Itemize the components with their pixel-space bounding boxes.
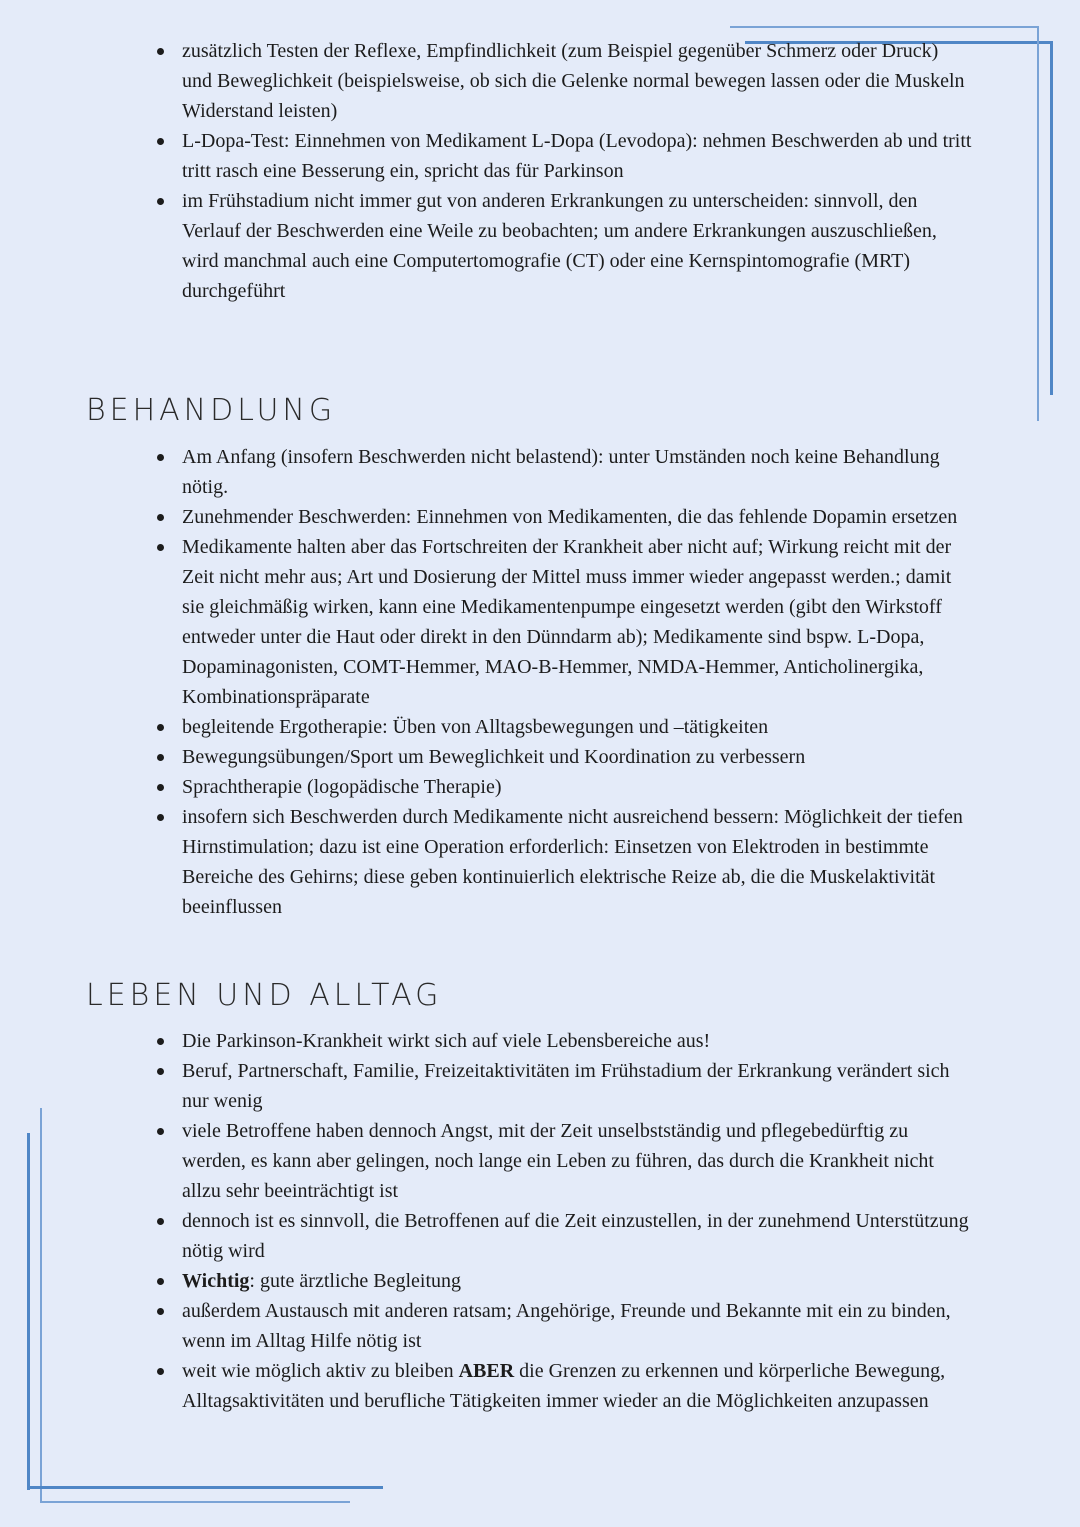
aktiv-text-before: weit wie möglich aktiv zu bleiben (182, 1360, 459, 1382)
section-heading-behandlung: BEHANDLUNG (86, 393, 337, 428)
frame-line-bottom-thin (40, 1501, 350, 1503)
frame-line-bottom-thick (27, 1486, 383, 1489)
list-item: Medikamente halten aber das Fortschreiten der Krankheit aber nicht auf; Wirkung reicht mit der Zeit nicht mehr aus; Art und Dosierung der Mittel muss immer wieder angepasst werden.; damit sie gleichmäßig wirken, kann eine Medikamentenpumpe eingesetzt werden (gibt den Wirkstoff entweder unter die Haut oder direkt in den Dünndarm ab); Medikamente sind bspw. L-Dopa, Dopaminagonisten, COMT-Hemmer, MAO-B-Hemmer, NMDA-Hemmer, Anticholinergika, Kombinationspräparate (182, 532, 972, 712)
aktiv-text-after: die Grenzen zu erkennen und körperliche Bewegung, Alltagsaktivitäten und berufliche Tätigkeiten immer wieder an die Möglichkeiten anzupassen (182, 1360, 946, 1412)
aber-label: ABER (458, 1360, 515, 1382)
list-item: Am Anfang (insofern Beschwerden nicht belastend): unter Umständen noch keine Behandlung nötig. (182, 442, 972, 502)
list-item-wichtig (182, 1266, 972, 1296)
wichtig-label: Wichtig (182, 1270, 250, 1292)
list-item: Sprachtherapie (logopädische Therapie) (182, 772, 972, 802)
list-item: Bewegungsübungen/Sport um Beweglichkeit und Koordination zu verbessern (182, 742, 972, 772)
diagnosis-list (182, 36, 972, 306)
frame-line-left-thin (40, 1108, 42, 1503)
list-item: im Frühstadium nicht immer gut von anderen Erkrankungen zu unterscheiden: sinnvoll, den Verlauf der Beschwerden eine Weile zu beobachten; um andere Erkrankungen auszuschließen, wird manchmal auch eine Computertomografie (CT) oder eine Kernspintomografie (MRT) durchgeführt (182, 186, 972, 306)
list-item: Beruf, Partnerschaft, Familie, Freizeitaktivitäten im Frühstadium der Erkrankung verändert sich nur wenig (182, 1056, 972, 1116)
list-item: Zunehmender Beschwerden: Einnehmen von Medikamenten, die das fehlende Dopamin ersetzen (182, 502, 972, 532)
behandlung-list (182, 442, 972, 922)
list-item: viele Betroffene haben dennoch Angst, mit der Zeit unselbstständig und pflegebedürftig zu werden, es kann aber gelingen, noch lange ein Leben zu führen, das durch die Krankheit nicht allzu sehr beeinträchtigt ist (182, 1116, 972, 1206)
list-item: L-Dopa-Test: Einnehmen von Medikament L-Dopa (Levodopa): nehmen Beschwerden ab und tritt tritt rasch eine Besserung ein, spricht das für Parkinson (182, 126, 972, 186)
frame-line-left-thick (27, 1133, 30, 1490)
list-item-aktiv (182, 1356, 972, 1416)
leben-list (182, 1026, 972, 1416)
list-item: begleitende Ergotherapie: Üben von Alltagsbewegungen und –tätigkeiten (182, 712, 972, 742)
list-item: dennoch ist es sinnvoll, die Betroffenen auf die Zeit einzustellen, in der zunehmend Unterstützung nötig wird (182, 1206, 972, 1266)
frame-line-right-thick (1050, 41, 1053, 395)
list-item: zusätzlich Testen der Reflexe, Empfindlichkeit (zum Beispiel gegenüber Schmerz oder Druck) und Beweglichkeit (beispielsweise, ob sich die Gelenke normal bewegen lassen oder die Muskeln Widerstand leisten) (182, 36, 972, 126)
list-item: insofern sich Beschwerden durch Medikamente nicht ausreichend bessern: Möglichkeit der tiefen Hirnstimulation; dazu ist eine Operation erforderlich: Einsetzen von Elektroden in bestimmte Bereiche des Gehirns; diese geben kontinuierlich elektrische Reize ab, die die Muskelaktivität beeinflussen (182, 802, 972, 922)
list-item: außerdem Austausch mit anderen ratsam; Angehörige, Freunde und Bekannte mit ein zu binden, wenn im Alltag Hilfe nötig ist (182, 1296, 972, 1356)
list-item: Die Parkinson-Krankheit wirkt sich auf viele Lebensbereiche aus! (182, 1026, 972, 1056)
frame-line-top-thin (730, 26, 1038, 28)
wichtig-text: : gute ärztliche Begleitung (249, 1270, 462, 1292)
frame-line-right-thin (1037, 26, 1039, 421)
section-heading-leben-und-alltag: LEBEN UND ALLTAG (86, 978, 443, 1013)
